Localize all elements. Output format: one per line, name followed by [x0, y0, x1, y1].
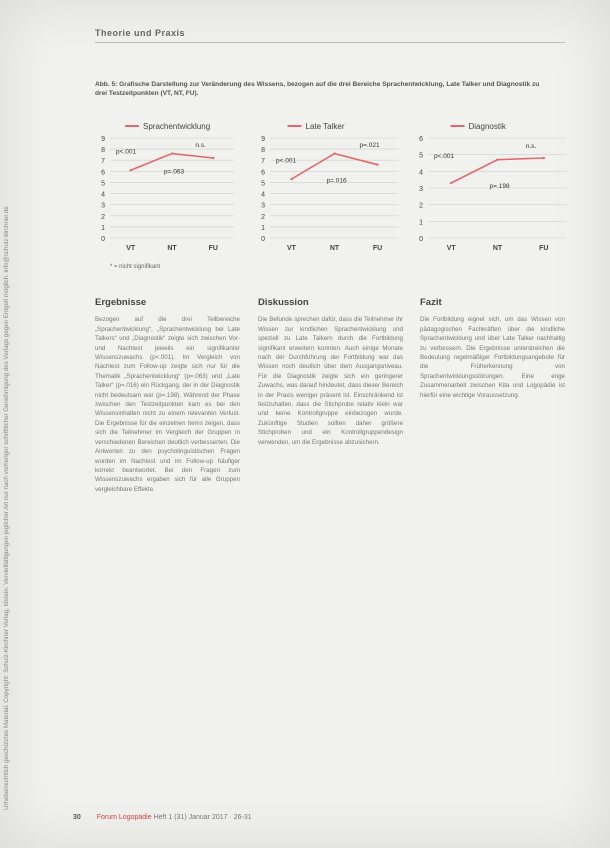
chart-svg — [252, 118, 407, 258]
figure-caption: Abb. 5: Grafische Darstellung zur Veränderung des Wissens, bezogen auf die drei Bereiche Sprachentwicklung, Late Talker und Diagnostik zu drei Testzeitpunkten (VT, NT, FU). — [95, 81, 540, 97]
x-tick-label: NT — [329, 245, 340, 252]
column-ergebnisse — [95, 298, 240, 494]
journal-name: Forum Logopädie — [96, 814, 152, 821]
y-tick-label: 8 — [101, 147, 105, 155]
x-tick-label: VT — [126, 245, 136, 252]
y-tick-label: 7 — [261, 158, 265, 166]
x-tick-label: FU — [372, 245, 383, 252]
text-diskussion: Die Befunde sprechen dafür, dass die Teilnehmer ihr Wissen zur kindlichen Sprachentwicklung und speziell zu Late Talkern durch die Fortbildung signifikant erweitern konnten. Auch einige Monate nach der Durchführung der Fortbildung war das Wissen noch deutlich über dem Ausgangsniveau. Für die Diagnostik zeigte sich ein geringerer Zuwachs, was darauf hindeutet, dass dieser Bereich in der Praxis weniger präsent ist. Einschränkend ist festzuhalten, dass die Stichprobe relativ klein war und keine Kontrollgruppe einbezogen wurde. Zukünftige Studien sollten daher größere Stichproben und ein Kontrollgruppendesign verwenden, um die Ergebnisse abzusichern. — [258, 316, 403, 446]
x-tick-label: VT — [287, 245, 296, 252]
x-tick-label: NT — [167, 245, 177, 252]
chart-svg — [92, 118, 242, 258]
y-tick-label: 0 — [261, 236, 265, 243]
annotation-nt-fu: p=.198 — [489, 183, 510, 190]
column-fazit — [420, 298, 565, 400]
y-tick-label: 2 — [101, 213, 105, 221]
annotation-vt-nt: p<.001 — [434, 153, 455, 160]
chart-title: Late Talker — [305, 122, 345, 131]
y-tick-label: 1 — [101, 224, 105, 232]
text-fazit: Die Fortbildung eignet sich, um das Wissen von pädagogischen Fachkräften über die kindliche Sprachentwicklung und über Late Talker nachhaltig zu verbessern. Die Ergebnisse unterstreichen die Bedeutung regelmäßiger Fortbildungsangebote für die Früherkennung von Sprachentwicklungsstörungen. Eine enge Zusammenarbeit zwischen Kita und Logopädie ist hierfür eine wichtige Voraussetzung. — [420, 316, 565, 399]
data-point — [290, 178, 292, 180]
data-point — [212, 157, 214, 159]
copyright-side-note: Urheberrechtlich geschütztes Material. Copyright: Schulz-Kirchner Verlag, Idstein. Vervielfältigungen jeglicher Art nur nach vorheriger schriftlicher Genehmigung des Verlags gegen Entgelt möglich. info@schulz-kirchner.de — [3, 206, 10, 810]
chart-svg — [410, 118, 575, 258]
y-tick-label: 7 — [101, 158, 105, 166]
y-tick-label: 5 — [261, 180, 265, 188]
page-footer — [73, 814, 252, 821]
annotation-nt-fu: p=.016 — [326, 177, 347, 185]
y-tick-label: 2 — [261, 213, 265, 221]
y-tick-label: 0 — [101, 236, 105, 243]
y-tick-label: 1 — [419, 219, 423, 227]
y-tick-label: 1 — [261, 224, 265, 232]
y-tick-label: 5 — [101, 180, 105, 188]
data-point — [171, 152, 173, 154]
data-point — [376, 163, 378, 165]
x-tick-label: NT — [492, 245, 503, 252]
y-tick-label: 6 — [261, 169, 265, 177]
y-tick-label: 8 — [261, 147, 265, 155]
data-point — [543, 157, 545, 159]
y-tick-label: 4 — [261, 191, 265, 199]
y-tick-label: 2 — [419, 202, 423, 210]
heading-fazit: Fazit — [420, 297, 442, 308]
y-tick-label: 9 — [101, 136, 105, 143]
y-tick-label: 3 — [101, 202, 105, 210]
annotation-vt-fu: p=.021 — [359, 141, 380, 149]
chart-sprachentwicklung — [92, 118, 242, 258]
chart-title: Sprachentwicklung — [143, 122, 211, 131]
y-tick-label: 4 — [419, 169, 423, 177]
annotation-vt-nt: p<.001 — [276, 157, 297, 165]
text-ergebnisse: Bezogen auf die drei Teilbereiche „Sprachentwicklung“, „Sprachentwicklung bei Late Talkers“ und „Diagnostik“ zeigte sich zwischen Vor- und Nachtest jeweils ein signifikanter Wissenszuwachs (p<.001). Im Vergleich von Nachtest zum Follow-up zeigte sich nur für die Thematik „Sprachentwicklung“ (p=.063) und „Late Talker“ (p=.016) ein Rückgang, der in der Diagnostik nicht bedeutsam war (p=.198). Während der Phase zwischen den Testzeitpunkten kam es bei den Wissensinhalten nicht zu einem relevanten Verlust. Die Ergebnisse für die einzelnen Items zeigen, dass sich die Teilnehmer im Vergleich der Gruppen in verschiedenen Bereichen deutlich verbesserten. Die Antworten zu den psycholinguistischen Fragen wurden im Nachtest und im Follow-up häufiger korrekt beantwortet. Bei den Fragen zum Wissenszuwachs ergaben sich für alle Gruppen vergleichbare Effekte. — [95, 316, 240, 493]
data-point — [496, 158, 498, 160]
annotation-vt-fu: n.s. — [195, 141, 206, 149]
data-point — [333, 152, 335, 154]
heading-diskussion: Diskussion — [258, 297, 309, 308]
y-tick-label: 5 — [419, 152, 423, 160]
annotation-nt-fu: p=.063 — [164, 168, 185, 176]
y-tick-label: 4 — [101, 191, 105, 199]
header-rule — [95, 42, 565, 43]
series-line — [451, 158, 544, 183]
x-tick-label: VT — [446, 245, 456, 252]
data-point — [450, 182, 452, 184]
legend-note: * = nicht signifikant — [110, 264, 161, 270]
y-tick-label: 6 — [419, 136, 423, 143]
data-point — [129, 169, 131, 171]
chart-late-talker — [252, 118, 407, 258]
journal-issue: Heft 1 (31) Januar 2017 · 26-31 — [153, 814, 252, 821]
y-tick-label: 0 — [419, 236, 423, 243]
heading-ergebnisse: Ergebnisse — [95, 297, 147, 308]
y-tick-label: 3 — [419, 186, 423, 193]
y-tick-label: 3 — [261, 202, 265, 210]
chart-title: Diagnostik — [468, 122, 506, 131]
section-header: Theorie und Praxis — [95, 28, 186, 38]
annotation-vt-nt: p<.001 — [116, 148, 137, 156]
chart-diagnostik — [410, 118, 575, 258]
page-number: 30 — [73, 814, 81, 821]
x-tick-label: FU — [208, 245, 219, 252]
annotation-vt-fu: n.s. — [525, 143, 537, 150]
y-tick-label: 9 — [261, 136, 265, 143]
x-tick-label: FU — [539, 245, 549, 252]
column-diskussion — [258, 298, 403, 447]
y-tick-label: 6 — [101, 169, 105, 177]
series-line — [292, 154, 378, 180]
